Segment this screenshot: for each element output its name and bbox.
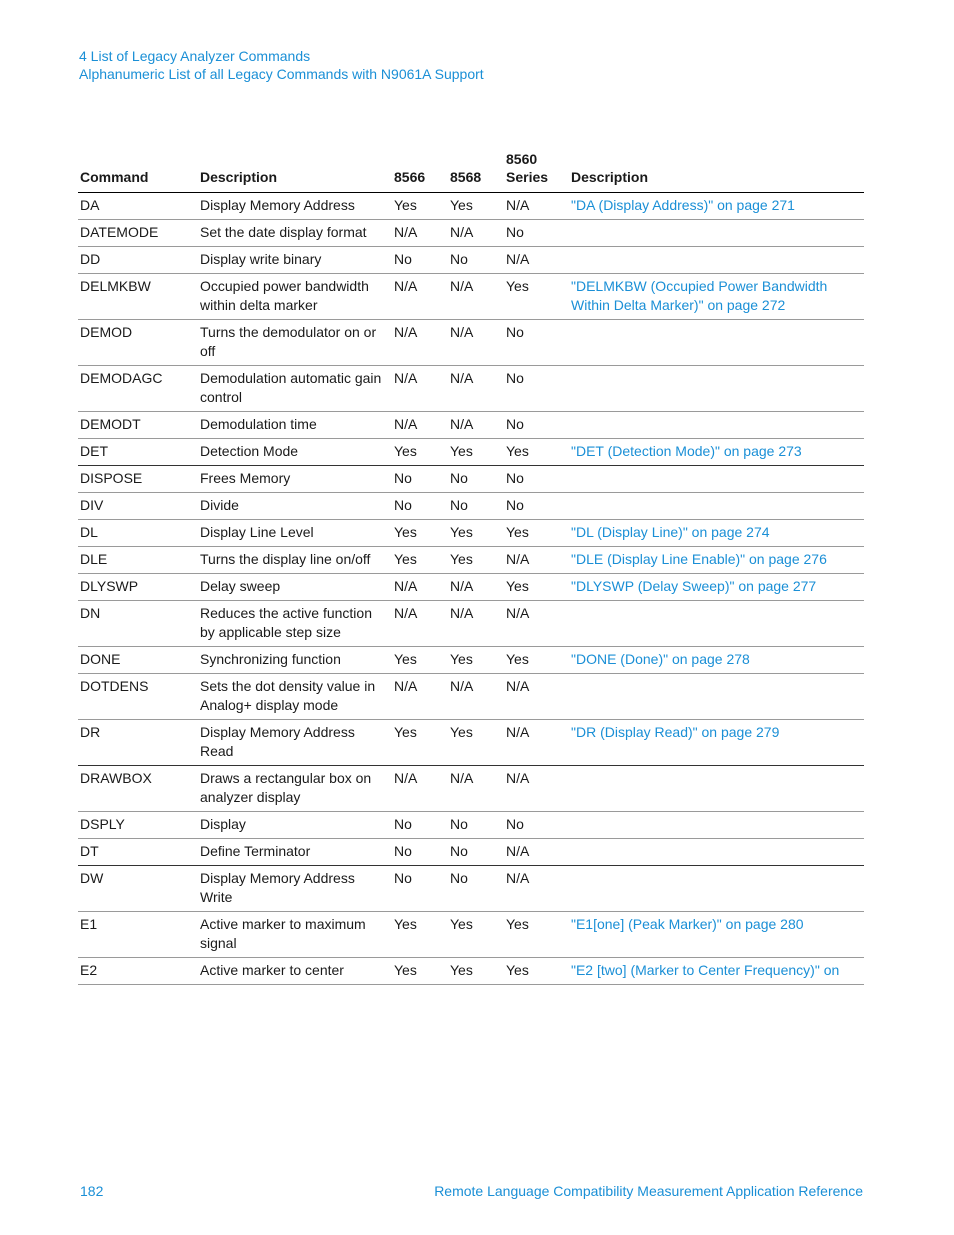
command-cell: DT (78, 839, 198, 866)
column-header-command: Command (78, 150, 198, 193)
8568-cell: Yes (448, 193, 504, 220)
8560-series-cell: N/A (504, 193, 569, 220)
reference-link[interactable]: "DL (Display Line)" on page 274 (571, 524, 770, 540)
8566-cell: No (392, 247, 448, 274)
8566-cell: Yes (392, 193, 448, 220)
8560-series-cell: Yes (504, 274, 569, 320)
command-cell: DATEMODE (78, 220, 198, 247)
8560-series-cell: N/A (504, 720, 569, 766)
table-row (78, 366, 864, 412)
reference-cell (569, 812, 864, 839)
table-row (78, 674, 864, 720)
description-cell: Display write binary (198, 247, 392, 274)
8566-cell: No (392, 812, 448, 839)
8566-cell: N/A (392, 320, 448, 366)
command-cell: DEMODAGC (78, 366, 198, 412)
description-cell: Set the date display format (198, 220, 392, 247)
8566-cell: N/A (392, 366, 448, 412)
reference-cell (569, 601, 864, 647)
column-header-8566: 8566 (392, 150, 448, 193)
8568-cell: No (448, 493, 504, 520)
8560-series-cell: No (504, 366, 569, 412)
table-row (78, 574, 864, 601)
8560-series-cell: No (504, 320, 569, 366)
table-row (78, 766, 864, 812)
reference-link[interactable]: "DLYSWP (Delay Sweep)" on page 277 (571, 578, 817, 594)
command-cell: E2 (78, 958, 198, 985)
8566-cell: Yes (392, 439, 448, 466)
column-header-reference: Description (569, 150, 864, 193)
8560-series-cell: Yes (504, 520, 569, 547)
8568-cell: Yes (448, 520, 504, 547)
table-row (78, 320, 864, 366)
description-cell: Turns the display line on/off (198, 547, 392, 574)
8566-cell: N/A (392, 574, 448, 601)
description-cell: Occupied power bandwidth within delta marker (198, 274, 392, 320)
command-cell: DR (78, 720, 198, 766)
command-cell: DD (78, 247, 198, 274)
8560-series-cell: No (504, 466, 569, 493)
command-cell: E1 (78, 912, 198, 958)
reference-cell (569, 720, 864, 766)
reference-link[interactable]: "E1[one] (Peak Marker)" on page 280 (571, 916, 804, 932)
reference-cell (569, 274, 864, 320)
8568-cell: N/A (448, 320, 504, 366)
8568-cell: N/A (448, 274, 504, 320)
8566-cell: No (392, 866, 448, 912)
8568-cell: No (448, 866, 504, 912)
description-cell: Display Memory Address (198, 193, 392, 220)
table-row (78, 647, 864, 674)
table-body (78, 193, 864, 985)
reference-cell (569, 320, 864, 366)
8566-cell: N/A (392, 674, 448, 720)
table-row (78, 220, 864, 247)
description-cell: Define Terminator (198, 839, 392, 866)
description-cell: Reduces the active function by applicable step size (198, 601, 392, 647)
table-row (78, 866, 864, 912)
description-cell: Demodulation time (198, 412, 392, 439)
description-cell: Sets the dot density value in Analog+ display mode (198, 674, 392, 720)
command-cell: DEMOD (78, 320, 198, 366)
8568-cell: No (448, 812, 504, 839)
command-cell: DELMKBW (78, 274, 198, 320)
description-cell: Active marker to maximum signal (198, 912, 392, 958)
reference-link[interactable]: "E2 [two] (Marker to Center Frequency)" on (571, 962, 840, 978)
reference-cell (569, 412, 864, 439)
8560-series-cell: N/A (504, 247, 569, 274)
table-row (78, 412, 864, 439)
8566-cell: Yes (392, 958, 448, 985)
8568-cell: No (448, 466, 504, 493)
8568-cell: No (448, 839, 504, 866)
description-cell: Divide (198, 493, 392, 520)
8568-cell: Yes (448, 439, 504, 466)
command-cell: DISPOSE (78, 466, 198, 493)
description-cell: Synchronizing function (198, 647, 392, 674)
command-cell: DIV (78, 493, 198, 520)
8560-series-cell: No (504, 812, 569, 839)
description-cell: Demodulation automatic gain control (198, 366, 392, 412)
8566-cell: No (392, 466, 448, 493)
reference-cell (569, 220, 864, 247)
table-row (78, 439, 864, 466)
8566-cell: Yes (392, 720, 448, 766)
table-row (78, 274, 864, 320)
8560-series-cell: N/A (504, 766, 569, 812)
8568-cell: N/A (448, 574, 504, 601)
table-row (78, 912, 864, 958)
8560-series-cell: Yes (504, 912, 569, 958)
command-cell: DA (78, 193, 198, 220)
command-cell: DRAWBOX (78, 766, 198, 812)
command-cell: DET (78, 439, 198, 466)
8566-cell: N/A (392, 766, 448, 812)
description-cell: Detection Mode (198, 439, 392, 466)
8566-cell: Yes (392, 647, 448, 674)
reference-cell (569, 647, 864, 674)
column-header-8568: 8568 (448, 150, 504, 193)
reference-cell (569, 912, 864, 958)
reference-cell (569, 193, 864, 220)
8568-cell: N/A (448, 766, 504, 812)
reference-cell (569, 574, 864, 601)
description-cell: Display Memory Address Read (198, 720, 392, 766)
8560-series-cell: Yes (504, 958, 569, 985)
table-row (78, 193, 864, 220)
8568-cell: Yes (448, 912, 504, 958)
reference-cell (569, 366, 864, 412)
table-row (78, 466, 864, 493)
command-cell: DSPLY (78, 812, 198, 839)
table-header-row (78, 150, 864, 193)
table-row (78, 520, 864, 547)
command-cell: DLYSWP (78, 574, 198, 601)
8568-cell: Yes (448, 958, 504, 985)
chapter-title: 4 List of Legacy Analyzer Commands (79, 48, 311, 64)
8568-cell: N/A (448, 220, 504, 247)
8568-cell: No (448, 247, 504, 274)
table-row (78, 812, 864, 839)
8560-series-cell: N/A (504, 839, 569, 866)
reference-cell (569, 439, 864, 466)
command-cell: DOTDENS (78, 674, 198, 720)
reference-link[interactable]: "DELMKBW (Occupied Power Bandwidth Within Delta Marker)" on page 272 (571, 278, 828, 313)
command-cell: DLE (78, 547, 198, 574)
commands-table (78, 150, 864, 985)
reference-link[interactable]: "DA (Display Address)" on page 271 (571, 197, 795, 213)
8568-cell: N/A (448, 674, 504, 720)
description-cell: Turns the demodulator on or off (198, 320, 392, 366)
column-header-8560-series: 8560 Series (504, 150, 569, 193)
8566-cell: N/A (392, 412, 448, 439)
8560-series-cell: N/A (504, 547, 569, 574)
8566-cell: No (392, 493, 448, 520)
reference-cell (569, 674, 864, 720)
page-number: 182 (80, 1183, 104, 1199)
command-cell: DW (78, 866, 198, 912)
8566-cell: Yes (392, 520, 448, 547)
book-title: Remote Language Compatibility Measurement Application Reference (434, 1183, 863, 1199)
running-header (79, 47, 484, 83)
table-row (78, 493, 864, 520)
description-cell: Active marker to center (198, 958, 392, 985)
8568-cell: N/A (448, 601, 504, 647)
8560-series-cell: Yes (504, 647, 569, 674)
column-header-description: Description (198, 150, 392, 193)
8560-series-cell: N/A (504, 601, 569, 647)
8566-cell: Yes (392, 912, 448, 958)
description-cell: Delay sweep (198, 574, 392, 601)
description-cell: Frees Memory (198, 466, 392, 493)
8560-series-cell: No (504, 220, 569, 247)
reference-link[interactable]: "DONE (Done)" on page 278 (571, 651, 750, 667)
8560-series-cell: No (504, 412, 569, 439)
reference-cell (569, 866, 864, 912)
table-row (78, 547, 864, 574)
8568-cell: N/A (448, 366, 504, 412)
description-cell: Display (198, 812, 392, 839)
8568-cell: Yes (448, 720, 504, 766)
command-cell: DONE (78, 647, 198, 674)
8566-cell: N/A (392, 601, 448, 647)
reference-cell (569, 766, 864, 812)
8560-series-cell: Yes (504, 574, 569, 601)
table-row (78, 247, 864, 274)
command-cell: DL (78, 520, 198, 547)
command-cell: DN (78, 601, 198, 647)
8560-series-cell: No (504, 493, 569, 520)
reference-link[interactable]: "DR (Display Read)" on page 279 (571, 724, 780, 740)
reference-cell (569, 466, 864, 493)
description-cell: Display Line Level (198, 520, 392, 547)
reference-cell (569, 520, 864, 547)
table-row (78, 601, 864, 647)
reference-cell (569, 958, 864, 985)
table-row (78, 958, 864, 985)
8566-cell: Yes (392, 547, 448, 574)
8560-series-cell: N/A (504, 866, 569, 912)
reference-link[interactable]: "DET (Detection Mode)" on page 273 (571, 443, 802, 459)
8566-cell: N/A (392, 274, 448, 320)
8568-cell: Yes (448, 647, 504, 674)
reference-cell (569, 247, 864, 274)
8566-cell: N/A (392, 220, 448, 247)
table-row (78, 720, 864, 766)
table-row (78, 839, 864, 866)
8568-cell: N/A (448, 412, 504, 439)
reference-cell (569, 547, 864, 574)
8560-series-cell: N/A (504, 674, 569, 720)
reference-cell (569, 839, 864, 866)
description-cell: Display Memory Address Write (198, 866, 392, 912)
8560-series-cell: Yes (504, 439, 569, 466)
command-cell: DEMODT (78, 412, 198, 439)
reference-link[interactable]: "DLE (Display Line Enable)" on page 276 (571, 551, 827, 567)
description-cell: Draws a rectangular box on analyzer display (198, 766, 392, 812)
section-title: Alphanumeric List of all Legacy Commands with N9061A Support (79, 66, 484, 82)
8566-cell: No (392, 839, 448, 866)
8568-cell: Yes (448, 547, 504, 574)
reference-cell (569, 493, 864, 520)
